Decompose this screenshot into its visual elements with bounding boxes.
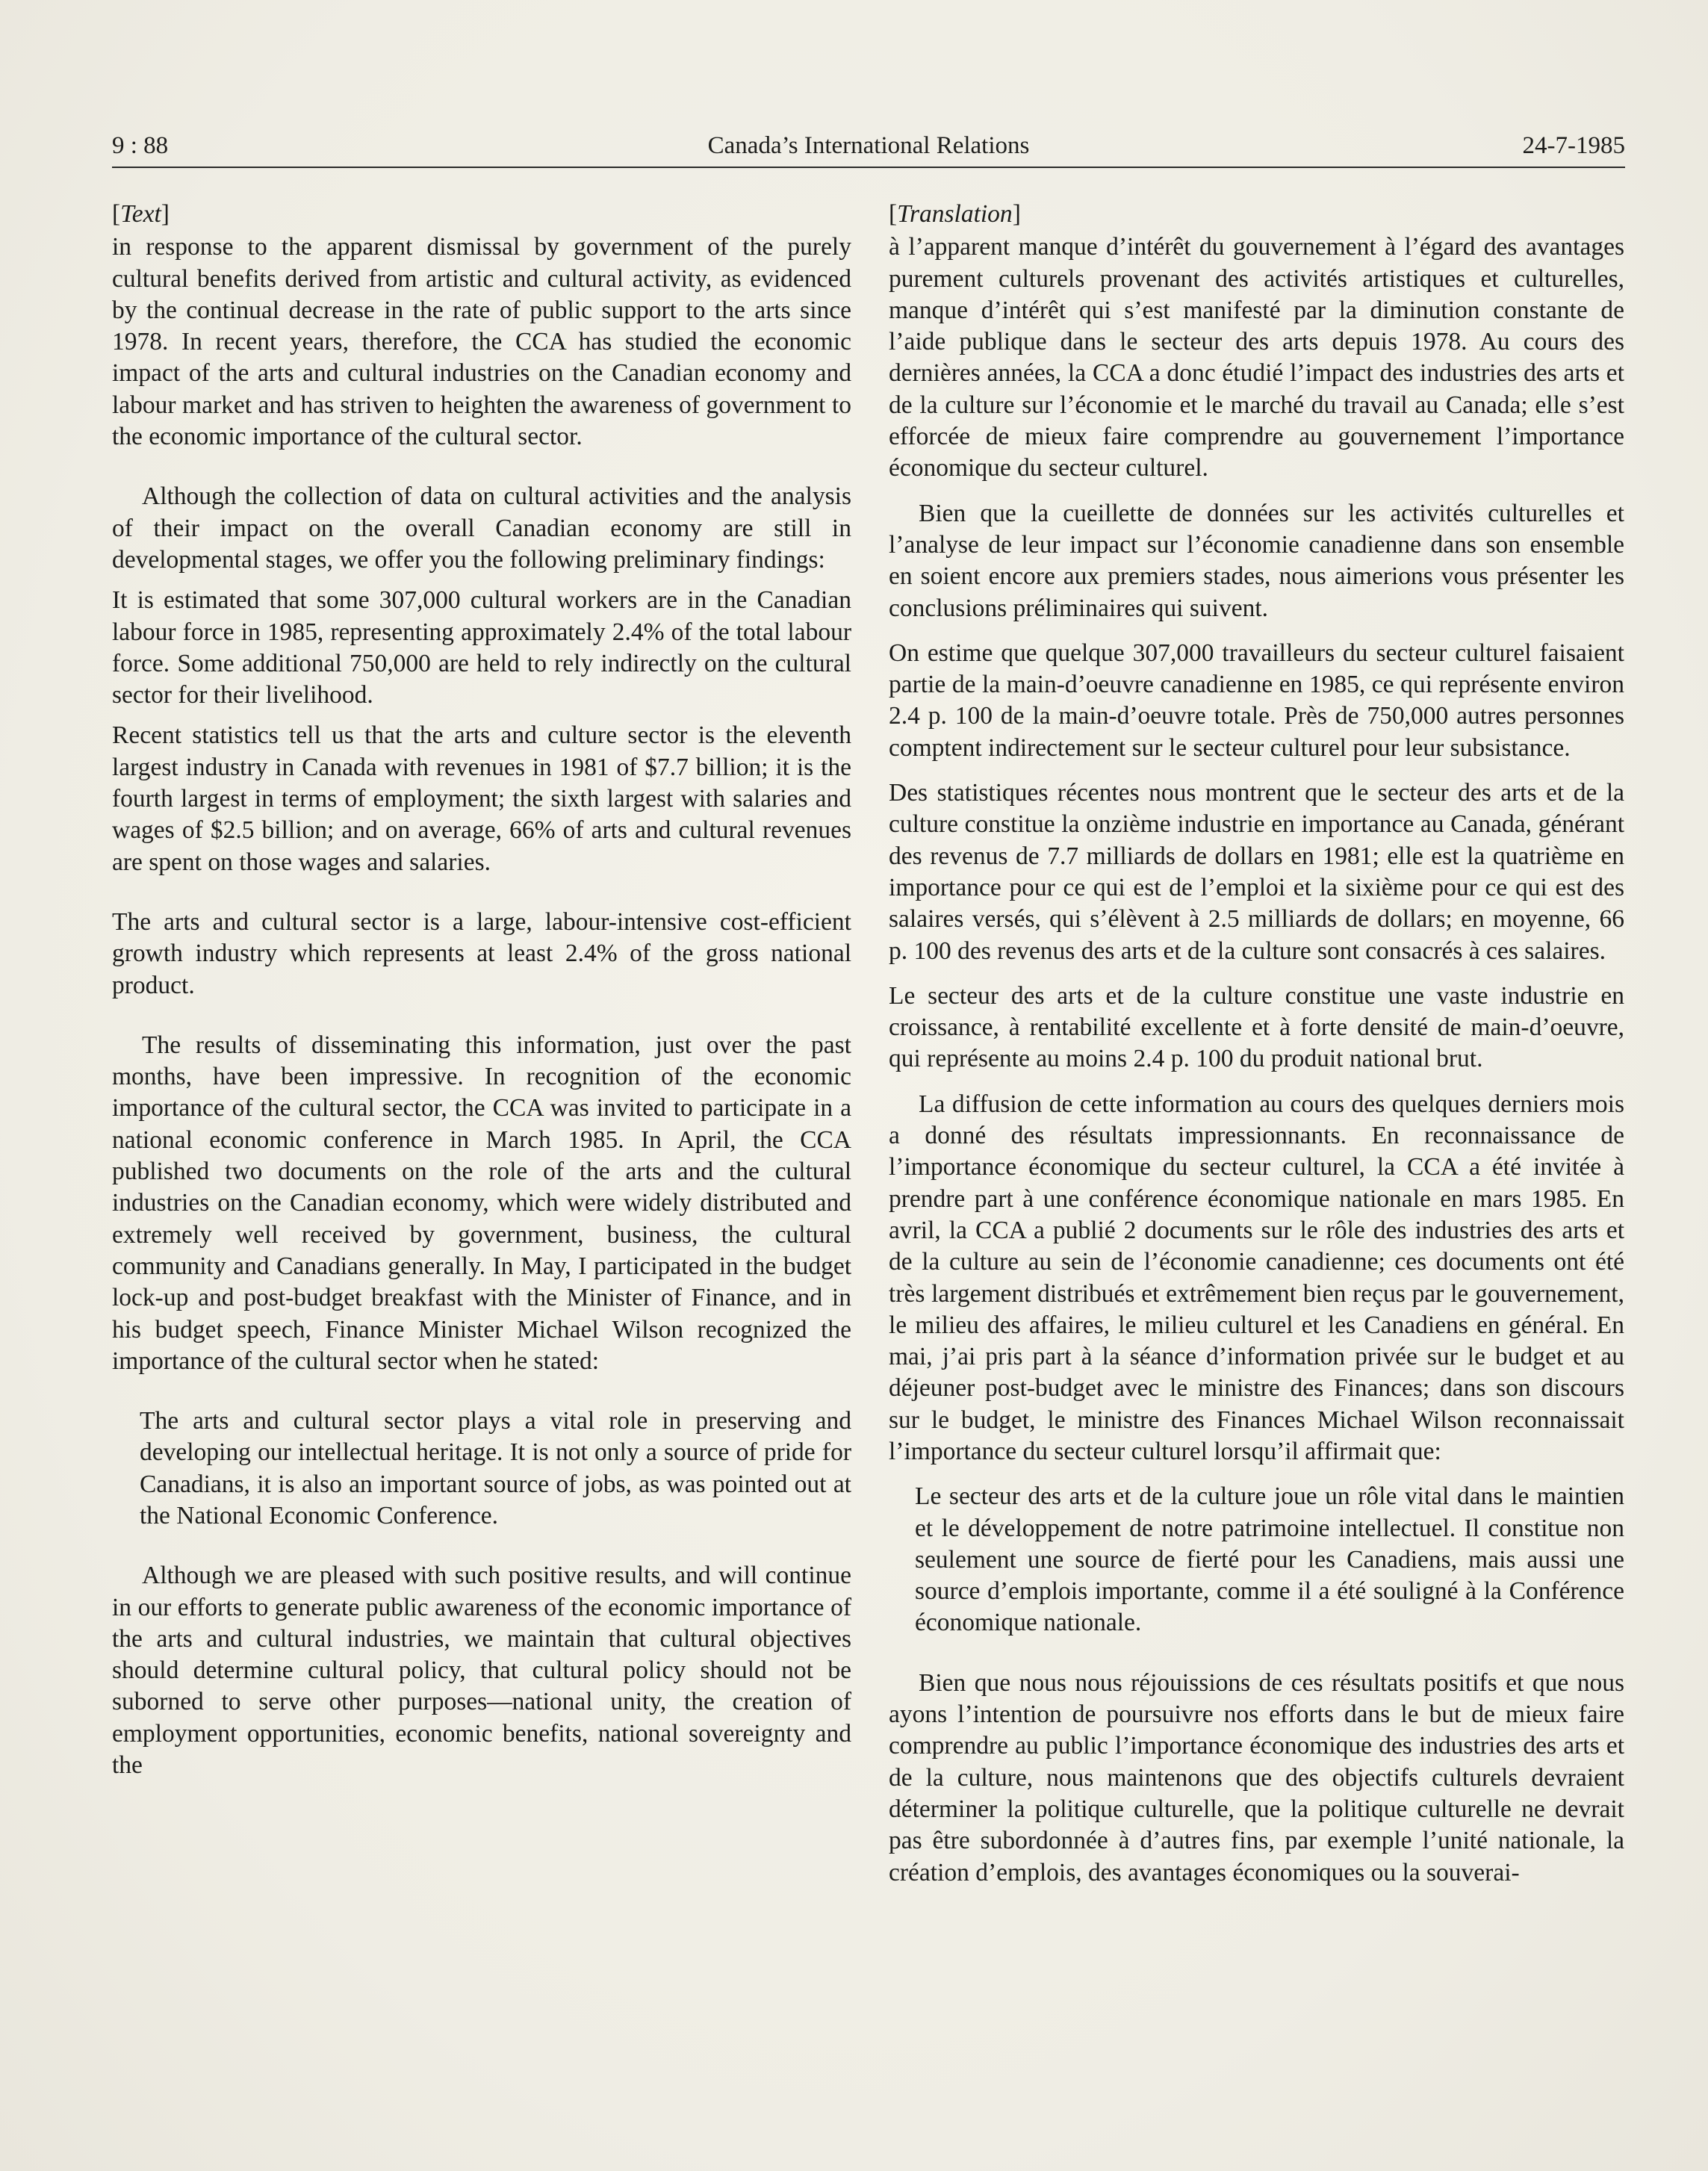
page-folio: 9 : 88 — [112, 132, 169, 159]
publication-title: Canada’s International Relations — [707, 132, 1030, 159]
paragraph: Bien que nous nous réjouissions de ces résultats positifs et que nous ayons l’intention de poursuivre nos efforts dans le but de mieux faire comprendre au public l’importance économique des industries des arts et de la culture, nous maintenons que des objectifs culturels devraient déterminer la politique culturelle, que la politique culturelle ne devrait pas être subordonnée à d’autres fins, par exemple l’unité nationale, la création d’emplois, des avantages économiques ou la souverai- — [889, 1668, 1624, 1886]
paragraph: Although we are pleased with such positive results, and will continue in our efforts to generate public awareness of the economic importance of the arts and cultural industries, we maintain that cultural objectives should determine cultural policy, that cultural policy should not be suborned to serve other purposes—national unity, the creation of employment opportunities, economic benefits, national sovereignty and the — [112, 1562, 851, 1780]
paragraph: Although the collection of data on cultural activities and the analysis of their impact on the overall Canadian economy are still in developmental stages, we offer you the following preliminary findings: — [112, 482, 851, 574]
header-rule — [112, 167, 1625, 168]
header-date: 24-7-1985 — [1522, 132, 1625, 159]
paragraph: Recent statistics tell us that the arts and culture sector is the eleventh largest industry in Canada with revenues in 1981 of $7.7 billion; it is the fourth largest in terms of employment; the sixth largest with salaries and wages of $2.5 billion; and on average, 66% of arts and cultural revenues are spent on those wages and salaries. — [112, 721, 851, 876]
paragraph: Bien que la cueillette de données sur les activités culturelles et l’analyse de leur impact sur l’économie canadienne dans son ensemble en soient encore aux premiers stades, nous aimerions vous présenter les conclusions préliminaires qui suivent. — [889, 499, 1624, 622]
paragraph: Des statistiques récentes nous montrent que le secteur des arts et de la culture constitue la onzième industrie en importance au Canada, générant des revenus de 7.7 milliards de dollars en 1981; elle est la quatrième en importance pour ce qui est de l’emploi et la sixième pour ce qui est des salaires versés, qui s’élèvent à 2.5 milliards de dollars; en moyenne, 66 p. 100 des revenus des arts et de la culture sont consacrés à ces salaires. — [889, 779, 1624, 965]
paragraph: On estime que quelque 307,000 travailleurs du secteur culturel faisaient partie de la main-d’oeuvre canadienne en 1985, ce qui représente environ 2.4 p. 100 de la main-d’oeuvre totale. Près de 750,000 autres personnes comptent indirectement sur le secteur culturel pour leur subsistance. — [889, 639, 1624, 762]
paragraph: It is estimated that some 307,000 cultural workers are in the Canadian labour force in 1985, representing approximately 2.4% of the total labour force. Some additional 750,000 are held to rely indirectly on the cultural sector for their livelihood. — [112, 586, 851, 709]
paragraph: The results of disseminating this information, just over the past months, have been impressive. In recognition of the economic importance of the cultural sector, the CCA was invited to participate in a national economic conference in March 1985. In April, the CCA published two documents on the role of the arts and the cultural industries on the Canadian economy, which were widely distributed and extremely well received by government, business, the cultural community and Canadians generally. In May, I participated in the budget lock-up and post-budget breakfast with the Minister of Finance, and in his budget speech, Finance Minister Michael Wilson recognized the importance of the cultural sector when he stated: — [112, 1031, 851, 1375]
paragraph: à l’apparent manque d’intérêt du gouvernement à l’égard des avantages purement culturels provenant des activités artistiques et culturelles, manque d’intérêt qui s’est manifesté par la diminution constante de l’aide publique dans le secteur des arts depuis 1978. Au cours des dernières années, la CCA a donc étudié l’impact des industries des arts et de la culture sur l’économie et le marché du travail au Canada; elle s’est efforcée de mieux faire comprendre au gouvernement l’importance économique du secteur culturel. — [889, 233, 1624, 482]
paragraph: in response to the apparent dismissal by government of the purely cultural benefits derived from artistic and cultural activity, as evidenced by the continual decrease in the rate of public support to the arts since 1978. In recent years, therefore, the CCA has studied the economic impact of the arts and cultural industries on the Canadian economy and labour market and has striven to heighten the awareness of government to the economic importance of the cultural sector. — [112, 233, 851, 451]
column-label-text: [Text] — [112, 200, 170, 228]
english-column — [112, 199, 851, 1781]
block-quote: The arts and cultural sector plays a vital role in preserving and developing our intellectual heritage. It is not only a source of pride for Canadians, it is also an important source of jobs, as was pointed out at the National Economic Conference. — [140, 1407, 851, 1529]
paragraph: The arts and cultural sector is a large, labour-intensive cost-efficient growth industry which represents at least 2.4% of the gross national product. — [112, 907, 851, 999]
running-header — [112, 127, 1625, 164]
block-quote: Le secteur des arts et de la culture joue un rôle vital dans le maintien et le développement de notre patrimoine intellectuel. Il constitue non seulement une source de fierté pour les Canadiens, mais aussi une source d’emplois importante, comme il a été souligné à la Conférence économique nationale. — [915, 1482, 1624, 1637]
french-column — [889, 199, 1624, 1889]
paragraph: La diffusion de cette information au cours des quelques derniers mois a donné des résultats impressionnants. En reconnaissance de l’importance économique du secteur culturel, la CCA a été invitée à prendre part à une conférence économique nationale en mars 1985. En avril, la CCA a publié 2 documents sur le rôle des industries des arts et de la culture au sein de l’économie canadienne; ces documents ont été très largement distribués et extrêmement bien reçus par le gouvernement, le milieu des affaires, le milieu culturel et les Canadiens en général. En mai, j’ai pris part à la séance d’information privée sur le budget et au déjeuner post-budget avec le ministre des Finances; dans son discours sur le budget, le ministre des Finances Michael Wilson reconnaissait l’importance du secteur culturel lorsqu’il affirmait que: — [889, 1090, 1624, 1465]
column-label-translation: [Translation] — [889, 200, 1021, 228]
paragraph: Le secteur des arts et de la culture constitue une vaste industrie en croissance, à rentabilité excellente et à forte densité de main-d’oeuvre, qui représente au moins 2.4 p. 100 du produit national brut. — [889, 981, 1624, 1073]
